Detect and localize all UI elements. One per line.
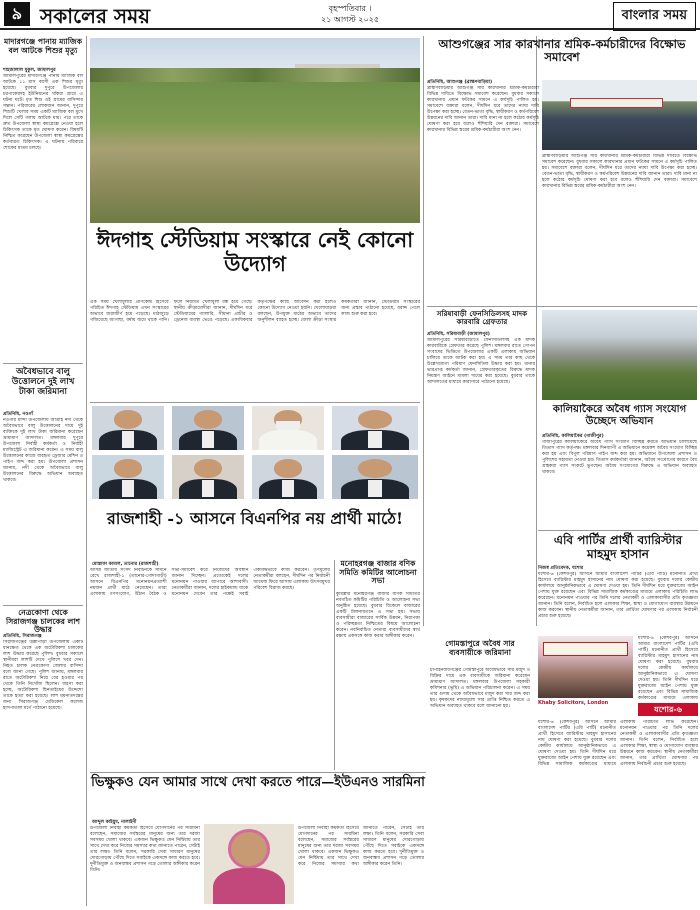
date-label: ২১ আগস্ট ২০২৫ <box>320 15 380 24</box>
candidate-portrait <box>92 455 164 499</box>
candidate-portrait <box>92 406 164 450</box>
child-death-headline: মাদারগঞ্জে পানায় ম্যাজিক বল আটকে শিশুর মৃত্যু <box>3 37 83 55</box>
abi-photo-caption: Khaby Solicitors, London <box>538 700 609 706</box>
gas-byline: প্রতিনিধি, কালিয়াকৈর (গাজীপুর) <box>542 434 604 439</box>
sand-fine-body: নওগাঁর মান্দা উপজেলায় আত্রাই নদী থেকে অবৈধভাবে বালু উত্তোলনের দায়ে দুই ব্যক্তিকে দুই লাখ টাকা জরিমানা করেছেন ভ্রাম্যমাণ আদালত। মঙ্গলবার দুপুরে উপজেলা নির্বাহী কর্মকর্তা ও নির্বাহী ম্যাজিস্ট্রেট এ জরিমানা করেন। এ সময় বালু উত্তোলনের কাজে ব্যবহৃত ড্রেজার মেশিন ও পাইপ জব্দ করা হয়। উপজেলা প্রশাসন জানায়, নদী থেকে অবৈধভাবে বালু উত্তোলনের বিরুদ্ধে অভিযান অব্যাহত থাকবে। <box>3 418 83 483</box>
gas-headline: কালিয়াকৈরে অবৈধ গ্যাস সংযোগ উচ্ছেদে অভিযান <box>552 404 687 427</box>
section-tag: বাংলার সময় <box>613 2 696 31</box>
paper-name: সকালের সময় <box>40 4 151 28</box>
uno-byline: আব্দুল কাইয়ুম, নালাইনী <box>92 820 137 825</box>
stadium-photo <box>90 38 420 223</box>
uno-body-left: উপজেলা নির্বাহী কর্মকর্তা হিসেবে যোগদানের পর সারমিনা বলেছেন, সমাজের সর্বস্তরের মানুষের জন্য তার দরজা সবসময় খোলা থাকবে। একজন ভিক্ষুকও যেন নির্দ্বিধায় তার সাথে দেখা করে নিজের সমস্যার কথা জানাতে পারেন, সেটাই তার লক্ষ্য। তিনি বলেন, সরকারি সেবা সাধারণ মানুষের দোরগোড়ায় পৌঁছে দিতে সবাইকে একসঙ্গে কাজ করতে হবে। দুর্নীতিমুক্ত ও জনবান্ধব প্রশাসন গড়ে তোলার অঙ্গীকার করেন তিনি। <box>90 826 200 873</box>
drug-headline: সরিষাবাড়ী ফেনসিডিলসহ মাদক কারবারি গ্রেফতার <box>436 309 528 327</box>
column-rule <box>423 36 424 626</box>
sirajganj-headline: নেত্রকোণা থেকে সিরাজগঞ্জ চালকের লাশ উদ্ধার <box>6 608 80 635</box>
abi-body-top: যশোর-৬ (কেশবপুর) আসনে আমার বাংলাদেশ পার্টির (এবি পার্টি) মনোনীত প্রার্থী হিসেবে ব্যারিস্টার মাহমুদ হাসানের নাম ঘোষণা করা হয়েছে। বুধবার দলের কেন্দ্রীয় কার্যালয়ে আনুষ্ঠানিকভাবে এ ঘোষণা দেওয়া হয়। তিনি দীর্ঘদিন ধরে যুক্তরাজ্যে আইন পেশায় যুক্ত রয়েছেন এবং বিভিন্ন সামাজিক কর্মকাণ্ডের মাধ্যমে এলাকায় পরিচিতি লাভ করেছেন। মনোনয়ন পাওয়ার পর তিনি দলের নেতাকর্মী ও এলাকাবাসীর প্রতি কৃতজ্ঞতা জানান। তিনি বলেন, নির্বাচিত হলে এলাকার শিক্ষা, স্বাস্থ্য ও যোগাযোগ ব্যবস্থার উন্নয়নে কাজ করবেন। স্থানীয় নেতাকর্মীরা জানান, তার প্রার্থিতা ঘোষণার পর এলাকায় নির্বাচনী প্রচার শুরু হয়েছে। <box>538 572 698 619</box>
child-death-body: জামালপুরের মাদারগঞ্জে পানায় ম্যাজিক বল আটকে ১১ মাস বয়সী এক শিশুর মৃত্যু হয়েছে। বুধবার দুপুরে উপজেলার চরপাকেরদহ ইউনিয়নের খাঁকরা গ্রামে এ ঘটনা ঘটে। মৃত শিশু ওই গ্রামের বাসিন্দার সন্তান। পরিবারের লোকজন জানান, দুপুরে শিশুটি খেলার সময় একটি ম্যাজিক বল মুখে দিলে সেটি গলায় আটকে যায়। পরে তাকে দ্রুত উপজেলা স্বাস্থ্য কমপ্লেক্সে নেওয়া হলে চিকিৎসক তাকে মৃত ঘোষণা করেন। বিষয়টি নিশ্চিত করেছেন উপজেলা স্বাস্থ্য কমপ্লেক্সের কর্তব্যরত চিকিৎসক। এ ঘটনায় পরিবারে শোকের মাতম চলছে। <box>3 74 83 151</box>
constituency-badge: যশোর-৬ <box>638 703 698 716</box>
uno-headline: ভিক্ষুকও যেন আমার সাথে দেখা করতে পারে—ইউএনও সারমিনা <box>91 775 425 790</box>
protest-headline: আশুগঞ্জের সার কারখানার শ্রমিক-কর্মচারীদের বিক্ষোভ সমাবেশ <box>438 37 686 65</box>
abi-body-side: যশোর-৬ (কেশবপুর) আসনে আমার বাংলাদেশ পার্টির (এবি পার্টি) মনোনীত প্রার্থী হিসেবে ব্যারিস্টার মাহমুদ হাসানের নাম ঘোষণা করা হয়েছে। বুধবার দলের কেন্দ্রীয় কার্যালয়ে আনুষ্ঠানিকভাবে এ ঘোষণা দেওয়া হয়। তিনি দীর্ঘদিন ধরে যুক্তরাজ্যে আইন পেশায় যুক্ত রয়েছেন এবং বিভিন্ন সামাজিক কর্মকাণ্ডের মাধ্যমে এলাকায় <box>638 636 698 700</box>
candidate-portrait <box>172 455 244 499</box>
sand-fine-headline: অবৈধভাবে বালু উত্তোলনে দুই লাখ টাকা জরিমানা <box>11 367 75 397</box>
uno-portrait <box>204 824 294 904</box>
sand-fine-byline: প্রতিনিধি, নওগাঁ <box>3 412 33 417</box>
candidate-portrait <box>332 455 418 499</box>
abi-byline: নিজস্ব প্রতিবেদক, যশোর <box>538 566 584 571</box>
stadium-building <box>295 64 381 83</box>
protest-banner <box>570 98 663 108</box>
market-body: কুমিল্লার মনোহরগঞ্জ বাজার বণিক সমিতির নবগঠিত কমিটির পরিচিতি ও আলোচনা সভা অনুষ্ঠিত হয়েছে। বুধবার বিকেলে বাজারের একটি মিলনায়তনে এ সভা হয়। সভায় ব্যবসায়ীরা বাজারের সার্বিক উন্নয়ন, নিরাপত্তা ও পরিচ্ছন্নতা নিশ্চিতের বিষয়ে আলোচনা করেন। নবনির্বাচিত নেতারা ব্যবসায়ীদের স্বার্থ রক্ষায় একসঙ্গে কাজ করার অঙ্গীকার করেন। <box>336 592 420 639</box>
section-divider <box>538 530 698 531</box>
column-rule <box>334 560 335 770</box>
section-divider <box>90 402 420 403</box>
abi-body-bottom: যশোর-৬ (কেশবপুর) আসনে আমার বাংলাদেশ পার্টির (এবি পার্টি) মনোনীত প্রার্থী হিসেবে ব্যারিস্টার মাহমুদ হাসানের নাম ঘোষণা করা হয়েছে। বুধবার দলের কেন্দ্রীয় কার্যালয়ে আনুষ্ঠানিকভাবে এ ঘোষণা দেওয়া হয়। তিনি দীর্ঘদিন ধরে যুক্তরাজ্যে আইন পেশায় যুক্ত রয়েছেন এবং বিভিন্ন সামাজিক কর্মকাণ্ডের মাধ্যমে এলাকায় পরিচিতি লাভ করেছেন। মনোনয়ন পাওয়ার পর তিনি দলের নেতাকর্মী ও এলাকাবাসীর প্রতি কৃতজ্ঞতা জানান। তিনি বলেন, নির্বাচিত হলে এলাকার শিক্ষা, স্বাস্থ্য ও যোগাযোগ ব্যবস্থার উন্নয়নে কাজ করবেন। স্থানীয় নেতাকর্মীরা জানান, তার প্রার্থিতা ঘোষণার পর এলাকায় নির্বাচনী প্রচার শুরু হয়েছে। <box>538 720 698 767</box>
gas-photo <box>542 310 697 400</box>
section-divider <box>3 605 83 606</box>
day-label: বৃহস্পতিবার । <box>328 4 372 13</box>
fertilizer-headline: গোমস্তাপুরে অবৈধ সার ব্যবসায়ীকে জরিমানা <box>445 639 515 657</box>
gas-body: গাজীপুরের কালিয়াকৈরে অবৈধ গ্যাস সংযোগ বিচ্ছিন্ন করতে অভিযান চালিয়েছে তিতাস গ্যাস কর্তৃপক্ষ। মঙ্গলবার দিনব্যাপী এ অভিযানে কয়েকশ অবৈধ সংযোগ বিচ্ছিন্ন করা হয় এবং বিপুল পরিমাণ পাইপ জব্দ করা হয়। অভিযানে উপজেলা প্রশাসন ও পুলিশের সহায়তা নেওয়া হয়। তিতাস কর্মকর্তারা জানান, অবৈধ সংযোগের কারণে বৈধ গ্রাহকরা গ্যাস সংকটে ভুগছেন। অবৈধ সংযোগের বিরুদ্ধে এ অভিযান অব্যাহত থাকবে। <box>542 440 697 475</box>
sirajganj-byline: প্রতিনিধি, সিরাজগঞ্জ <box>3 634 42 639</box>
fertilizer-body: চাঁপাইনবাবগঞ্জের গোমস্তাপুরে অবৈধভাবে সার মজুদ ও বিক্রির দায়ে এক ব্যবসায়ীকে জরিমানা করেছেন ভ্রাম্যমাণ আদালত। মঙ্গলবার উপজেলা সহকারী কমিশনার (ভূমি) এ অভিযান পরিচালনা করেন। এ সময় তার গুদাম থেকে অবৈধভাবে মজুদ করা সার জব্দ করা হয়। কৃষকদের ন্যায্যমূল্যে সার প্রাপ্তি নিশ্চিত করতে এ অভিযান অব্যাহত থাকবে বলে জানানো হয়। <box>430 668 530 709</box>
candidate-portrait <box>172 406 244 450</box>
protest-byline: প্রতিনিধি, আশুগঞ্জ (ব্রাহ্মণবাড়িয়া) <box>427 80 493 85</box>
sirajganj-body: সিরাজগঞ্জের উল্লাপাড়া উপজেলায় একটি ধানক্ষেত থেকে এক অটোরিকশা চালকের লাশ উদ্ধার করেছে পুলিশ। বুধবার সকালে স্থানীয়রা লাশটি দেখে পুলিশে খবর দেন। নিহত চালক নেত্রকোণা জেলার বাসিন্দা বলে জানা গেছে। পুলিশ জানায়, মঙ্গলবার রাতে অটোরিকশা নিয়ে বের হওয়ার পর থেকে তিনি নিখোঁজ ছিলেন। ধারণা করা হচ্ছে, অটোরিকশা ছিনতাইয়ের উদ্দেশ্যে তাকে হত্যা করা হয়েছে। লাশ ময়নাতদন্তের জন্য সিরাজগঞ্জ মেডিকেল কলেজ হাসপাতাল মর্গে পাঠানো হয়েছে। <box>3 640 83 711</box>
rajshahi-byline: মোস্তাফা কামাল, তানোর (রাজশাহী) <box>92 562 159 567</box>
protest-body-left: ব্রাহ্মণবাড়িয়ার আশুগঞ্জ সার কারখানার শ্রমিক-কর্মচারীরা বিভিন্ন দাবিতে বিক্ষোভ সমাবেশ করেছেন। বুধবার সকালে কারখানার প্রধান ফটকের সামনে এ কর্মসূচি পালিত হয়। সমাবেশে বক্তারা বলেন, দীর্ঘদিন ধরে তাদের ন্যায্য দাবি উপেক্ষা করা হচ্ছে। বেতন-ভাতা বৃদ্ধি, স্থায়ীকরণ ও কর্মপরিবেশ উন্নয়নের দাবি জানান তারা। দাবি মানা না হলে কঠোর কর্মসূচি ঘোষণা করা হবে বলেও হুঁশিয়ারি দেন বক্তারা। সমাবেশে কারখানার বিভিন্ন স্তরের শ্রমিক-কর্মচারীরা অংশ নেন। <box>427 86 539 133</box>
candidate-portrait <box>252 455 324 499</box>
section-divider <box>90 772 426 773</box>
abi-photo <box>538 636 633 698</box>
masthead <box>0 0 700 30</box>
market-headline: মনোহরগঞ্জ বাজার বণিক সমিতি কমিটির আলোচনা সভা <box>339 559 417 586</box>
drug-byline: প্রতিনিধি, সরিষাবাড়ী (জামালপুর) <box>427 332 490 337</box>
meeting-banner <box>543 642 629 656</box>
rajshahi-headline: রাজশাহী -১ আসনে বিএনপির নয় প্রার্থী মাঠে! <box>107 509 403 528</box>
eidgah-headline: ঈদগাহ স্টেডিয়াম সংস্কারে নেই কোনো উদ্যোগ <box>96 227 414 277</box>
protest-photo <box>542 80 697 150</box>
date-block <box>250 3 450 25</box>
candidate-portrait <box>252 406 324 450</box>
page-number: ৯ <box>4 2 30 26</box>
candidate-portrait <box>332 406 418 450</box>
eidgah-body: এক সময় খেলাধুলার প্রাণকেন্দ্র হিসেবে পরিচিত ঈদগাহ স্টেডিয়াম এখন সংস্কারের অভাবে জরাজীর্ণ হয়ে পড়েছে। মাঠজুড়ে গজিয়েছে আগাছা, বর্ষায় জমে থাকে পানি। ফলে নিয়মিত খেলাধুলা বন্ধ হয়ে গেছে। স্থানীয় ক্রীড়ামোদীরা জানান, দীর্ঘদিন ধরে স্টেডিয়ামের গ্যালারি, সীমানা প্রাচীর ও ড্রেনেজ ব্যবস্থা ভেঙে পড়েছে। একাধিকবার কর্তৃপক্ষের কাছে আবেদন করা হলেও কোনো উদ্যোগ নেওয়া হয়নি। খেলোয়াড়রা বলছেন, উপযুক্ত মাঠের অভাবে তাদের অনুশীলন ব্যাহত হচ্ছে। জেলা ক্রীড়া সংস্থার কর্মকর্তারা জানান, স্টেডিয়াম সংস্কারের জন্য প্রস্তাব পাঠানো হয়েছে, বরাদ্দ পেলে কাজ শুরু করা হবে। <box>90 300 420 323</box>
drug-body: জামালপুরের সরিষাবাড়ীতে ফেনসিডিলসহ এক মাদক কারবারিকে গ্রেফতার করেছে পুলিশ। মঙ্গলবার রাতে গোপন সংবাদের ভিত্তিতে উপজেলার একটি এলাকায় অভিযান চালিয়ে তাকে আটক করা হয়। এ সময় তার কাছ থেকে উল্লেখযোগ্য পরিমাণ ফেনসিডিল উদ্ধার করা হয়। থানার ভারপ্রাপ্ত কর্মকর্তা জানান, গ্রেফতারকৃতের বিরুদ্ধে মাদক নিয়ন্ত্রণ আইনে মামলা দায়ের করা হয়েছে। বুধবার তাকে আদালতের মাধ্যমে কারাগারে পাঠানো হয়েছে। <box>427 338 535 385</box>
rajshahi-body: আসন্ন জাতীয় সংসদ নির্বাচনকে সামনে রেখে রাজশাহী-১ (তানোর-গোদাগাড়ী) আসনে বিএনপির মনোনয়নপ্রত্যাশী নয়জন প্রার্থী মাঠে নেমেছেন। তারা এলাকায় গণসংযোগ, উঠান বৈঠক ও সভা-সমাবেশ করে নিজেদের অবস্থান জানান দিচ্ছেন। প্রত্যেকেই দলের মনোনয়ন পাওয়ার ব্যাপারে আশাবাদী। নেতাকর্মীরা জানান, দলের হাইকমান্ড যাকে মনোনয়ন দেবেন তার পক্ষেই সবাই ঐক্যবদ্ধভাবে কাজ করবেন। তৃণমূলের নেতাকর্মীরা বলছেন, দীর্ঘদিন পর নির্বাচনী আমেজ ফিরে আসায় এলাকায় উৎসবমুখর পরিবেশ বিরাজ করছে। <box>90 568 330 597</box>
abi-headline: এবি পার্টির প্রার্থী ব্যারিস্টার মাহমুদ হাসান <box>553 533 683 561</box>
section-divider <box>427 306 697 307</box>
protest-body-right: ব্রাহ্মণবাড়িয়ার আশুগঞ্জ সার কারখানার শ্রমিক-কর্মচারীরা বিভিন্ন দাবিতে বিক্ষোভ সমাবেশ করেছেন। বুধবার সকালে কারখানার প্রধান ফটকের সামনে এ কর্মসূচি পালিত হয়। সমাবেশে বক্তারা বলেন, দীর্ঘদিন ধরে তাদের ন্যায্য দাবি উপেক্ষা করা হচ্ছে। বেতন-ভাতা বৃদ্ধি, স্থায়ীকরণ ও কর্মপরিবেশ উন্নয়নের দাবি জানান তারা। দাবি মানা না হলে কঠোর কর্মসূচি ঘোষণা করা হবে বলেও হুঁশিয়ারি দেন বক্তারা। সমাবেশে কারখানার বিভিন্ন স্তরের শ্রমিক-কর্মচারীরা অংশ নেন। <box>542 154 697 189</box>
child-death-byline: শাহজালাল মুকুল, জামালপুর <box>3 68 56 73</box>
column-rule <box>86 36 87 906</box>
section-divider <box>3 363 83 364</box>
uno-body-right: উপজেলা নির্বাহী কর্মকর্তা হিসেবে যোগদানের পর সারমিনা বলেছেন, সমাজের সর্বস্তরের মানুষের জন্য তার দরজা সবসময় খোলা থাকবে। একজন ভিক্ষুকও যেন নির্দ্বিধায় তার সাথে দেখা করে নিজের সমস্যার কথা জানাতে পারেন, সেটাই তার লক্ষ্য। তিনি বলেন, সরকারি সেবা সাধারণ মানুষের দোরগোড়ায় পৌঁছে দিতে সবাইকে একসঙ্গে কাজ করতে হবে। দুর্নীতিমুক্ত ও জনবান্ধব প্রশাসন গড়ে তোলার অঙ্গীকার করেন তিনি। <box>298 826 424 867</box>
